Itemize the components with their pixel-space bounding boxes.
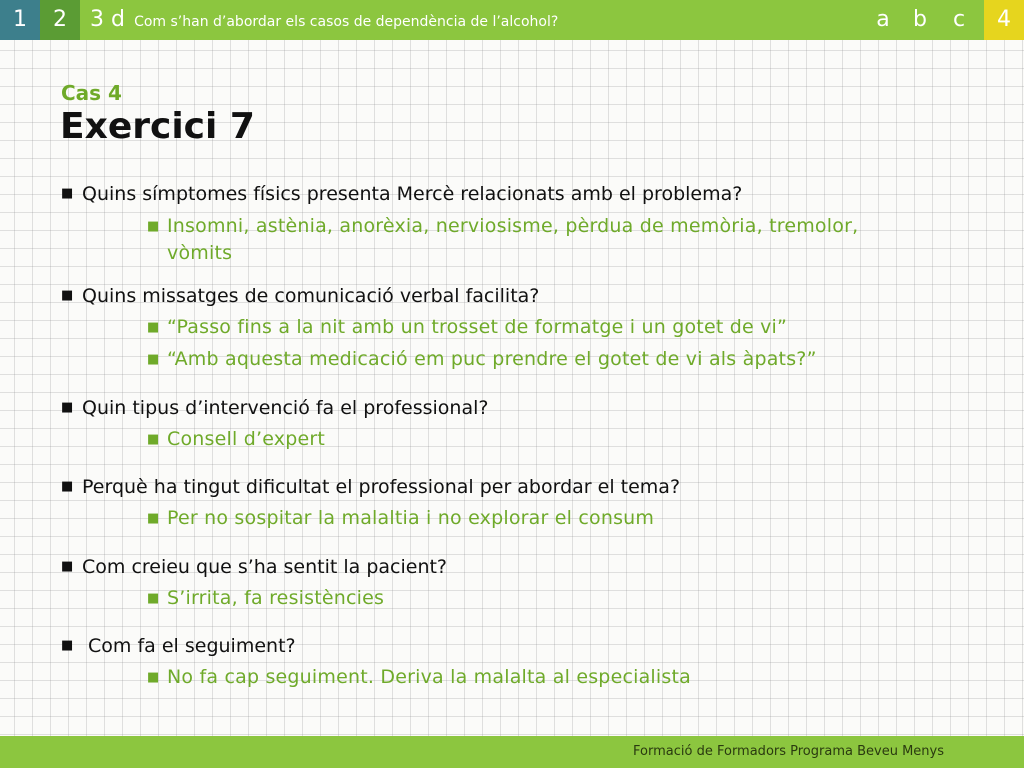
square-bullet-icon: ■ (147, 511, 160, 526)
question-text: Com fa el seguiment? (82, 635, 296, 657)
page-title: Exercici 7 (60, 106, 255, 147)
nav-section-2-button[interactable]: 2 (40, 0, 80, 40)
footer-bar (0, 736, 1024, 768)
nav-subsection-b-button[interactable]: b (913, 7, 927, 32)
case-label: Cas 4 (61, 81, 122, 105)
answer-text: “Passo fins a la nit amb un trosset de formatge i un gotet de vi” (167, 316, 788, 338)
square-bullet-icon: ■ (61, 186, 74, 201)
square-bullet-icon: ■ (147, 591, 160, 606)
question-text: Quin tipus d’intervenció fa el professional? (82, 397, 489, 419)
square-bullet-icon: ■ (61, 559, 74, 574)
answer-text: Insomni, astènia, anorèxia, nerviosisme, pèrdua de memòria, tremolor, vòmits (167, 215, 859, 264)
square-bullet-icon: ■ (147, 352, 160, 367)
question-text: Perquè ha tingut dificultat el professional per abordar el tema? (82, 476, 681, 498)
nav-subsection-a-button[interactable]: a (876, 7, 890, 32)
answer-text: Consell d’expert (167, 428, 326, 450)
answer-text: “Amb aquesta medicació em puc prendre el gotet de vi als àpats?” (167, 348, 817, 370)
question-text: Quins símptomes físics presenta Mercè relacionats amb el problema? (82, 183, 743, 205)
section-title: Com s’han d’abordar els casos de dependència de l’alcohol? (134, 14, 559, 30)
question-item (61, 395, 961, 453)
section-code-button[interactable]: 3 d (90, 7, 125, 32)
nav-subsection-c-button[interactable]: c (952, 7, 966, 32)
current-section (90, 0, 558, 40)
square-bullet-icon: ■ (61, 638, 74, 653)
question-item (61, 554, 961, 612)
question-item (61, 283, 961, 373)
square-bullet-icon: ■ (61, 288, 74, 303)
square-bullet-icon: ■ (61, 479, 74, 494)
top-navigation-bar (0, 0, 1024, 40)
square-bullet-icon: ■ (147, 670, 160, 685)
question-item (61, 474, 961, 532)
question-item (61, 181, 961, 267)
nav-section-1-button[interactable]: 1 (0, 0, 40, 40)
question-text: Quins missatges de comunicació verbal facilita? (82, 285, 540, 307)
square-bullet-icon: ■ (147, 219, 160, 234)
square-bullet-icon: ■ (147, 432, 160, 447)
question-item (61, 633, 961, 691)
footer-text: Formació de Formadors Programa Beveu Menys (633, 744, 944, 759)
question-text: Com creieu que s’ha sentit la pacient? (82, 556, 448, 578)
answer-text: No fa cap seguiment. Deriva la malalta al especialista (167, 666, 691, 688)
answer-text: Per no sospitar la malaltia i no explorar el consum (167, 507, 655, 529)
square-bullet-icon: ■ (61, 400, 74, 415)
nav-section-4-button[interactable]: 4 (984, 0, 1024, 40)
answer-text: S’irrita, fa resistències (167, 587, 385, 609)
square-bullet-icon: ■ (147, 320, 160, 335)
